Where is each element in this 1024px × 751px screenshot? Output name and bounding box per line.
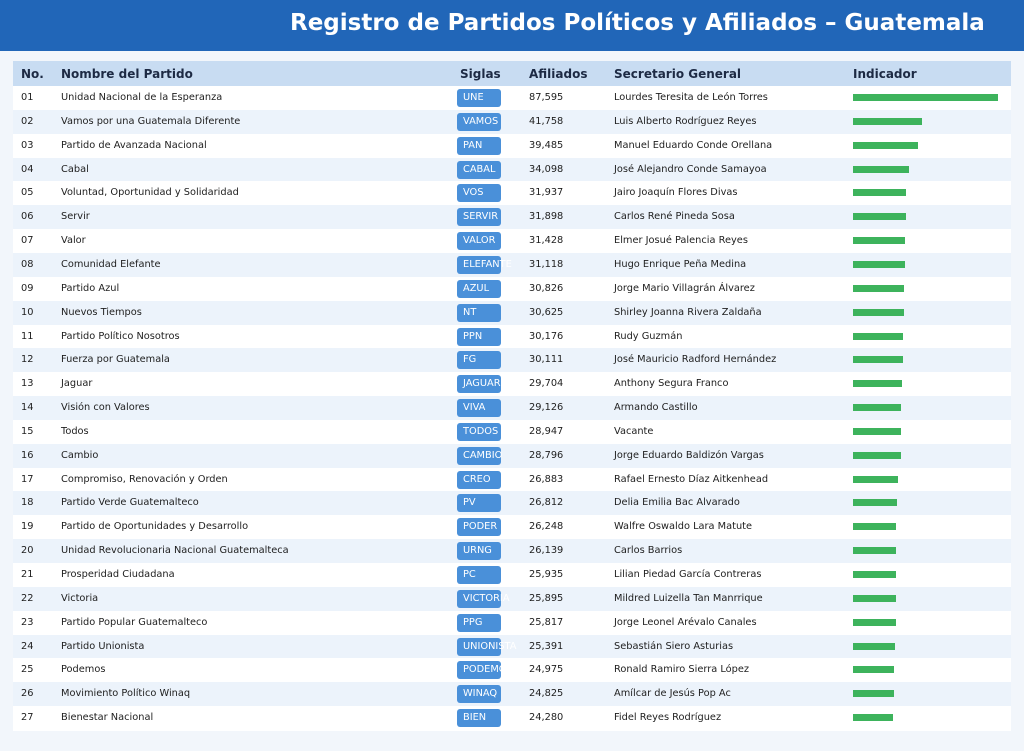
secretario-general: Walfre Oswaldo Lara Matute — [614, 521, 753, 533]
siglas-badge — [457, 328, 501, 346]
indicator-track — [853, 261, 998, 268]
secretario-general: Jairo Joaquín Flores Divas — [614, 187, 738, 199]
indicator-bar — [853, 666, 894, 673]
afiliados-value: 30,625 — [529, 306, 564, 318]
siglas-badge — [457, 494, 501, 512]
page-title: Registro de Partidos Políticos y Afiliados – Guatemala — [290, 10, 985, 36]
row-number: 05 — [21, 187, 34, 199]
indicator-bar — [853, 523, 896, 530]
secretario-general: Sebastián Siero Asturias — [614, 640, 734, 652]
row-number: 02 — [21, 115, 34, 127]
party-name: Visión con Valores — [61, 402, 150, 414]
indicator-bar — [853, 571, 896, 578]
row-number: 21 — [21, 569, 34, 580]
indicator-track — [853, 142, 998, 149]
secretario-general: Jorge Eduardo Baldizón Vargas — [614, 449, 764, 461]
column-header-indicador: Indicador — [853, 67, 917, 81]
row-number: 04 — [21, 163, 34, 175]
indicator-track — [853, 189, 998, 196]
siglas-label: PODER — [463, 521, 498, 533]
indicator-track — [853, 309, 998, 316]
secretario-general: Rafael Ernesto Díaz Aitkenhead — [614, 473, 769, 485]
siglas-badge — [457, 447, 501, 465]
party-name: Podemos — [61, 664, 106, 676]
row-number: 06 — [21, 211, 34, 223]
table-row — [13, 301, 1011, 325]
secretario-general: Anthony Segura Franco — [614, 378, 729, 390]
indicator-track — [853, 237, 998, 244]
afiliados-value: 26,812 — [529, 497, 564, 509]
column-header-name: Nombre del Partido — [61, 67, 193, 81]
row-number: 13 — [21, 378, 34, 390]
indicator-bar — [853, 476, 898, 483]
party-name: Cambio — [61, 449, 99, 461]
table-row — [13, 611, 1011, 635]
siglas-label: VICTORIA — [463, 592, 510, 604]
party-name: Jaguar — [61, 378, 93, 390]
row-number: 23 — [21, 616, 34, 628]
indicator-bar — [853, 690, 894, 697]
row-number: 15 — [21, 425, 34, 437]
party-name: Partido Unionista — [61, 640, 145, 652]
parties-table — [13, 61, 1011, 731]
indicator-track — [853, 499, 998, 506]
table-row — [13, 110, 1011, 134]
siglas-label: AZUL — [463, 282, 490, 294]
siglas-badge — [457, 638, 517, 656]
table-row — [13, 181, 1011, 205]
secretario-general: Luis Alberto Rodríguez Reyes — [614, 115, 757, 127]
indicator-track — [853, 356, 998, 363]
indicator-bar — [853, 237, 905, 244]
siglas-label: PPN — [463, 330, 483, 342]
row-number: 10 — [21, 306, 34, 318]
indicator-track — [853, 452, 998, 459]
secretario-general: José Alejandro Conde Samayoa — [614, 163, 767, 175]
indicator-bar — [853, 213, 906, 220]
indicator-track — [853, 380, 998, 387]
afiliados-value: 31,118 — [529, 258, 564, 270]
secretario-general: Shirley Joanna Rivera Zaldaña — [614, 306, 762, 318]
table-row — [13, 682, 1011, 706]
secretario-general: Vacante — [614, 425, 654, 437]
afiliados-value: 28,947 — [529, 425, 564, 437]
secretario-general: Ronald Ramiro Sierra López — [614, 664, 750, 676]
table-row — [13, 158, 1011, 182]
siglas-badge — [457, 518, 501, 536]
siglas-badge — [457, 113, 501, 131]
siglas-label: VOS — [463, 187, 484, 199]
siglas-label: CAMBIO — [463, 449, 503, 461]
afiliados-value: 30,826 — [529, 282, 564, 294]
party-name: Partido de Avanzada Nacional — [61, 139, 207, 151]
indicator-track — [853, 428, 998, 435]
row-number: 20 — [21, 545, 34, 557]
indicator-bar — [853, 285, 904, 292]
row-number: 12 — [21, 354, 34, 366]
siglas-label: NT — [463, 306, 477, 318]
table-row — [13, 253, 1011, 277]
afiliados-value: 31,428 — [529, 235, 564, 247]
afiliados-value: 39,485 — [529, 139, 564, 151]
afiliados-value: 31,937 — [529, 187, 564, 199]
indicator-bar — [853, 118, 922, 125]
indicator-track — [853, 213, 998, 220]
siglas-badge — [457, 351, 501, 369]
siglas-label: PAN — [463, 139, 483, 151]
secretario-general: Hugo Enrique Peña Medina — [614, 258, 747, 270]
table-row — [13, 229, 1011, 253]
siglas-badge — [457, 137, 501, 155]
afiliados-value: 26,883 — [529, 473, 564, 485]
column-header-secretario: Secretario General — [614, 67, 742, 81]
table-row — [13, 515, 1011, 539]
secretario-general: Lilian Piedad García Contreras — [614, 569, 762, 580]
indicator-track — [853, 118, 998, 125]
table-header — [13, 61, 1011, 86]
siglas-badge — [457, 280, 501, 298]
secretario-general: Fidel Reyes Rodríguez — [614, 712, 722, 724]
party-name: Partido Verde Guatemalteco — [61, 497, 199, 509]
indicator-bar — [853, 452, 901, 459]
table-row — [13, 539, 1011, 563]
column-header-no: No. — [21, 67, 44, 81]
indicator-bar — [853, 643, 895, 650]
indicator-bar — [853, 166, 909, 173]
siglas-badge — [457, 89, 501, 107]
row-number: 11 — [21, 330, 34, 342]
indicator-bar — [853, 189, 906, 196]
siglas-label: URNG — [463, 545, 492, 557]
row-number: 01 — [21, 92, 34, 103]
siglas-badge — [457, 614, 501, 632]
indicator-track — [853, 571, 998, 578]
indicator-bar — [853, 404, 901, 411]
party-name: Partido Azul — [61, 282, 120, 294]
party-name: Cabal — [61, 163, 89, 175]
row-number: 24 — [21, 640, 34, 652]
afiliados-value: 34,098 — [529, 163, 564, 175]
row-number: 08 — [21, 258, 34, 270]
siglas-label: CABAL — [463, 163, 496, 175]
secretario-general: Manuel Eduardo Conde Orellana — [614, 139, 773, 151]
secretario-general: Jorge Mario Villagrán Álvarez — [614, 282, 755, 294]
secretario-general: José Mauricio Radford Hernández — [614, 354, 777, 366]
row-number: 14 — [21, 402, 34, 414]
afiliados-value: 87,595 — [529, 92, 564, 103]
row-number: 27 — [21, 712, 34, 724]
siglas-label: VALOR — [463, 235, 496, 247]
column-header-siglas: Siglas — [460, 67, 501, 81]
row-number: 17 — [21, 473, 34, 485]
siglas-badge — [457, 709, 501, 727]
indicator-track — [853, 94, 998, 101]
indicator-track — [853, 619, 998, 626]
table-row — [13, 348, 1011, 372]
siglas-badge — [457, 661, 513, 679]
afiliados-value: 28,796 — [529, 449, 564, 461]
siglas-badge — [457, 232, 501, 250]
party-name: Servir — [61, 211, 90, 223]
party-name: Comunidad Elefante — [61, 258, 161, 270]
column-header-afiliados: Afiliados — [529, 67, 588, 81]
row-number: 19 — [21, 521, 34, 533]
siglas-badge — [457, 304, 501, 322]
siglas-badge — [457, 399, 501, 417]
party-name: Voluntad, Oportunidad y Solidaridad — [61, 187, 239, 199]
table-row — [13, 396, 1011, 420]
siglas-badge — [457, 423, 501, 441]
row-number: 18 — [21, 497, 34, 509]
siglas-label: JAGUAR — [463, 378, 501, 390]
siglas-badge — [457, 375, 501, 393]
table-row — [13, 706, 1011, 730]
party-name: Victoria — [61, 592, 99, 604]
party-name: Fuerza por Guatemala — [61, 354, 170, 366]
row-number: 09 — [21, 282, 34, 294]
table-row — [13, 563, 1011, 587]
table-row — [13, 372, 1011, 396]
row-number: 26 — [21, 688, 34, 700]
indicator-track — [853, 643, 998, 650]
siglas-label: PODEMOS — [463, 664, 513, 676]
secretario-general: Carlos René Pineda Sosa — [614, 211, 735, 223]
header-banner — [0, 0, 1024, 51]
secretario-general: Amílcar de Jesús Pop Ac — [614, 688, 731, 700]
table-row — [13, 635, 1011, 659]
indicator-track — [853, 333, 998, 340]
secretario-general: Jorge Leonel Arévalo Canales — [614, 616, 757, 628]
afiliados-value: 25,391 — [529, 640, 564, 652]
party-name: Movimiento Político Winaq — [61, 688, 191, 700]
siglas-badge — [457, 208, 501, 226]
table-row — [13, 277, 1011, 301]
afiliados-value: 25,935 — [529, 569, 564, 580]
siglas-label: VAMOS — [463, 115, 499, 127]
row-number: 25 — [21, 664, 34, 676]
afiliados-value: 24,825 — [529, 688, 564, 700]
siglas-label: BIEN — [463, 712, 487, 724]
siglas-badge — [457, 566, 501, 584]
party-name: Partido Popular Guatemalteco — [61, 616, 208, 628]
siglas-label: WINAQ — [463, 688, 498, 700]
secretario-general: Armando Castillo — [614, 402, 698, 414]
indicator-bar — [853, 333, 903, 340]
row-number: 03 — [21, 139, 34, 151]
party-name: Partido de Oportunidades y Desarrollo — [61, 521, 249, 533]
indicator-track — [853, 404, 998, 411]
row-number: 16 — [21, 449, 34, 461]
table-row — [13, 420, 1011, 444]
table-row — [13, 468, 1011, 492]
siglas-badge — [457, 256, 512, 274]
table-row — [13, 205, 1011, 229]
indicator-track — [853, 690, 998, 697]
indicator-track — [853, 666, 998, 673]
indicator-track — [853, 595, 998, 602]
indicator-bar — [853, 94, 998, 101]
siglas-label: UNIONISTA — [463, 640, 517, 652]
indicator-bar — [853, 499, 897, 506]
siglas-label: VIVA — [463, 402, 486, 414]
indicator-bar — [853, 356, 903, 363]
afiliados-value: 41,758 — [529, 115, 564, 127]
party-name: Unidad Nacional de la Esperanza — [61, 92, 223, 103]
table-row — [13, 86, 1011, 110]
afiliados-value: 24,975 — [529, 664, 564, 676]
siglas-badge — [457, 471, 501, 489]
party-name: Vamos por una Guatemala Diferente — [61, 115, 241, 127]
siglas-label: CREO — [463, 473, 491, 485]
indicator-bar — [853, 547, 896, 554]
afiliados-value: 30,111 — [529, 354, 564, 366]
siglas-badge — [457, 184, 501, 202]
secretario-general: Elmer Josué Palencia Reyes — [614, 235, 748, 247]
row-number: 07 — [21, 235, 34, 247]
siglas-label: FG — [463, 354, 477, 366]
afiliados-value: 30,176 — [529, 330, 564, 342]
afiliados-value: 31,898 — [529, 211, 564, 223]
siglas-label: TODOS — [463, 425, 499, 437]
secretario-general: Carlos Barrios — [614, 545, 683, 557]
indicator-bar — [853, 309, 904, 316]
party-name: Nuevos Tiempos — [61, 306, 142, 318]
siglas-label: UNE — [463, 92, 484, 103]
party-name: Unidad Revolucionaria Nacional Guatemalteca — [61, 545, 289, 557]
afiliados-value: 26,139 — [529, 545, 564, 557]
indicator-track — [853, 166, 998, 173]
table-row — [13, 325, 1011, 349]
indicator-bar — [853, 380, 902, 387]
indicator-track — [853, 523, 998, 530]
siglas-label: PC — [463, 569, 476, 580]
siglas-badge — [457, 542, 501, 560]
indicator-track — [853, 476, 998, 483]
party-name: Partido Político Nosotros — [61, 330, 180, 342]
indicator-bar — [853, 142, 918, 149]
afiliados-value: 25,895 — [529, 592, 564, 604]
siglas-label: PV — [463, 497, 476, 509]
indicator-track — [853, 714, 998, 721]
siglas-badge — [457, 685, 501, 703]
siglas-label: PPG — [463, 616, 483, 628]
party-name: Bienestar Nacional — [61, 712, 154, 724]
indicator-bar — [853, 595, 896, 602]
indicator-track — [853, 285, 998, 292]
indicator-bar — [853, 261, 905, 268]
table-row — [13, 658, 1011, 682]
siglas-badge — [457, 161, 501, 179]
indicator-bar — [853, 619, 896, 626]
indicator-bar — [853, 714, 893, 721]
party-name: Valor — [61, 235, 86, 247]
secretario-general: Mildred Luizella Tan Manrrique — [614, 592, 763, 604]
table-row — [13, 587, 1011, 611]
table-row — [13, 134, 1011, 158]
table-row — [13, 491, 1011, 515]
party-name: Prosperidad Ciudadana — [61, 569, 175, 580]
afiliados-value: 29,704 — [529, 378, 564, 390]
siglas-label: SERVIR — [463, 211, 499, 223]
secretario-general: Delia Emilia Bac Alvarado — [614, 497, 740, 509]
table-row — [13, 444, 1011, 468]
row-number: 22 — [21, 592, 34, 604]
siglas-label: ELEFANTE — [463, 258, 512, 270]
afiliados-value: 24,280 — [529, 712, 564, 724]
secretario-general: Rudy Guzmán — [614, 330, 683, 342]
indicator-track — [853, 547, 998, 554]
siglas-badge — [457, 590, 510, 608]
afiliados-value: 29,126 — [529, 402, 564, 414]
secretario-general: Lourdes Teresita de León Torres — [614, 92, 768, 103]
indicator-bar — [853, 428, 901, 435]
afiliados-value: 26,248 — [529, 521, 564, 533]
party-name: Todos — [61, 425, 89, 437]
afiliados-value: 25,817 — [529, 616, 564, 628]
party-name: Compromiso, Renovación y Orden — [61, 473, 228, 485]
